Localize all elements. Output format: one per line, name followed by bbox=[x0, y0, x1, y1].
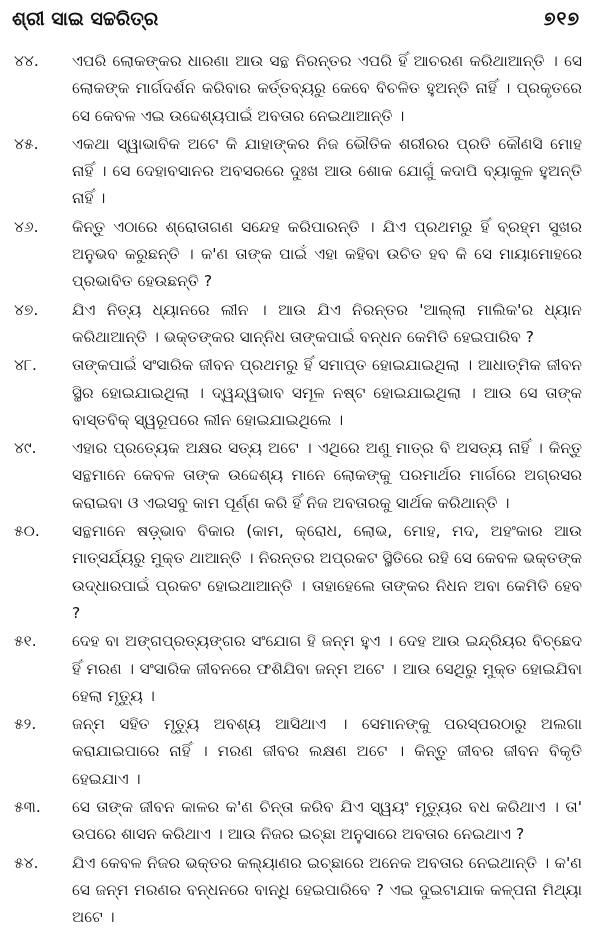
verse-number: ୫୪. bbox=[14, 853, 39, 872]
verse-number: ୪୯. bbox=[14, 439, 37, 458]
verse-text: ଯିଏ ନିତ୍ୟ ଧ୍ୟାନରେ ଲୀନ । ଆଉ ଯିଏ ନିରନ୍ତର 'ଆଲ୍ଲା ମାଲିକ'ର ଧ୍ୟାନ କରିଥାଆନ୍ତି । ଭକ୍ତଙ୍କର ସାନ୍ନିଧ ତାଙ୍କପାଇଁ ବନ୍ଧନ କେମିତି ହେଇପାରିବ ? bbox=[72, 300, 582, 346]
verse-text: ଏହାର ପ୍ରତ୍ୟେକ ଅକ୍ଷର ସତ୍ୟ ଅଟେ । ଏଥିରେ ଅଣୁ ମାତ୍ର ବି ଅସତ୍ୟ ନାହିଁ । କିନ୍ତୁ ସନ୍ଥମାନେ କେବଳ ତାଙ୍କ ଉଦ୍ଦେଶ୍ୟ ମାନେ ଲୋକଙ୍କୁ ପରମାର୍ଥର ମାର୍ଗରେ ଅଗ୍ରସର କରାଇବା ଓ ଏଇସବୁ କାମ ପୂର୍ଣ୍ଣ କରି ହିଁ ନିଜ ଅବତାରକୁ ସାର୍ଥକ କରିଥାନ୍ତି । bbox=[72, 439, 582, 512]
verse-text: ଯିଏ କେବଳ ନିଜର ଭକ୍ତର କଲ୍ୟାଣର ଇଚ୍ଛାରେ ଅନେକ ଅବତାର ନେଇଥାନ୍ତି । କ'ଣ ସେ ଜନ୍ମ ମରଣର ବନ୍ଧନରେ ବାନ୍ଧି ହେଇପାରିବେ ? ଏଇ ଦୁଇଟାଯାକ କଳ୍ପନା ମିଥ୍ୟା ଅଟେ । bbox=[72, 853, 582, 927]
verse-number: ୫୩. bbox=[14, 798, 41, 817]
verse-number: ୪୮. bbox=[14, 356, 37, 375]
verse-number: ୪୪. bbox=[14, 52, 39, 70]
verse-50 bbox=[10, 518, 582, 627]
verse-number: ୫୨. bbox=[14, 715, 37, 734]
verse-47 bbox=[10, 297, 582, 352]
verse-text: ସେ ତାଙ୍କ ଜୀବନ କାଳର କ'ଣ ଚିନ୍ତା କରିବ ଯିଏ ସ୍ୱୟଂ ମୃତ୍ୟୁର ବଧ କରିଥାଏ । ତା' ଉପରେ ଶାସନ କରିଥାଏ । ଆଉ ନିଜର ଇଚ୍ଛା ଅନୁସାରେ ଅବତାର ନେଇଥାଏ ? bbox=[72, 798, 582, 844]
verse-51 bbox=[10, 628, 582, 710]
verse-number: ୫୧. bbox=[14, 632, 37, 651]
verse-text: ତାଙ୍କପାଇଁ ସଂସାରିକ ଜୀବନ ପ୍ରଥମରୁ ହିଁ ସମାପ୍ତ ହୋଇଯାଇଥିଲା । ଆଧାତ୍ମିକ ଜୀବନ ସ୍ଥିର ହୋଇଯାଇଥିଲା । ଦ୍ୱନ୍ଦ୍ୱଭାବ ସମୂଳ ନଷ୍ଟ ହୋଇଯାଇଥିଲା । ଆଉ ସେ ତାଙ୍କ ବାସ୍ତବିକ୍ ସ୍ୱରୂପରେ ଲୀନ ହୋଇଯାଇଥିଲେ । bbox=[72, 356, 582, 429]
verse-54 bbox=[10, 850, 582, 932]
running-header bbox=[10, 8, 582, 48]
verse-53 bbox=[10, 794, 582, 849]
verse-46 bbox=[10, 214, 582, 296]
verse-49 bbox=[10, 435, 582, 517]
verse-text: କିନ୍ତୁ ଏଠାରେ ଶ୍ରୋତାଗଣ ସନ୍ଦେହ କରିପାରନ୍ତି । ଯିଏ ପ୍ରଥମରୁ ହିଁ ବ୍ରହ୍ମ ସୁଖର ଅନୁଭବ କରୁଛନ୍ତି । କ'ଣ ତାଙ୍କ ପାଇଁ ଏହା କହିବା ଉଚିତ ହବ କି ସେ ମାୟାମୋହରେ ପ୍ରଭାବିତ ହେଉଛନ୍ତି ? bbox=[72, 217, 582, 291]
verse-number: ୪୫. bbox=[14, 134, 39, 153]
verse-text: ସନ୍ଥମାନେ ଷଡ଼୍ଭାବ ବିକାର (କାମ, କ୍ରୋଧ, ଲୋଭ, ମୋହ, ମଦ, ଅହଂକାର ଆଉ ମାତ୍ସର୍ଯ୍ୟରୁ ମୁକ୍ତ ଥାଆନ୍ତି । ନିରନ୍ତର ଅପ୍ରକଟ ସ୍ଥିତିରେ ରହି ସେ କେବଳ ଭକ୍ତଙ୍କ ଉଦ୍ଧାରପାଇଁ ପ୍ରକଟ ହୋଇଥାଆନ୍ତି । ତାହାହେଲେ ତାଙ୍କର ନିଧନ ଅବା କେମିତି ହେବ ? bbox=[72, 522, 582, 622]
verse-52 bbox=[10, 711, 582, 793]
verse-number: ୫୦. bbox=[14, 522, 40, 541]
verse-number: ୪୭. bbox=[14, 300, 39, 319]
verse-number: ୪୬. bbox=[14, 217, 39, 236]
verse-text: ଏକଥା ସ୍ୱାଭାବିକ ଅଟେ କି ଯାହାଙ୍କର ନିଜ ଭୌତିକ ଶରୀରର ପ୍ରତି କୌଣସି ମୋହ ନାହିଁ । ସେ ଦେହାବସାନର ଅବସରରେ ଦୁଃଖ ଆଉ ଶୋକ ଯୋଗୁଁ କଦାପି ବ୍ୟାକୁଳ ହୁଅନ୍ତି ନାହିଁ । bbox=[72, 134, 582, 208]
verse-text: ଦେହ ବା ଅଙ୍ଗପ୍ରତ୍ୟଙ୍ଗର ସଂଯୋଗ ହି ଜନ୍ମ ହୁଏ । ଦେହ ଆଉ ଇନ୍ଦ୍ରିୟର ବିଚ୍ଛେଦ ହିଁ ମରଣ । ସଂସାରିକ ଜୀବନରେ ଫଶିଯିବା ଜନ୍ମ ଅଟେ । ଆଉ ସେଥିରୁ ମୁକ୍ତ ହୋଇଯିବା ହେଲା ମୃତ୍ୟୁ । bbox=[72, 632, 582, 705]
verse-48 bbox=[10, 352, 582, 434]
verse-44 bbox=[10, 48, 582, 130]
verse-text: ଏପରି ଲୋକଙ୍କର ଧାରଣା ଆଉ ସନ୍ଥ ନିରନ୍ତର ଏପରି ହିଁ ଆଚରଣ କରିଥାଆନ୍ତି । ସେ ଲୋକଙ୍କ ମାର୍ଗଦର୍ଶନ କରିବାର କର୍ତ୍ତବ୍ୟରୁ କେବେ ବିଚଳିତ ହୁଅନ୍ତି ନାହିଁ । ପ୍ରକୃତରେ ସେ କେବଳ ଏଇ ଉଦ୍ଦେଶ୍ୟପାଇଁ ଅବତାର ନେଇଥାଆନ୍ତି । bbox=[72, 52, 582, 125]
running-title: ଶ୍ରୀ ସାଇ ସଚ୍ଚରିତ୍ର bbox=[12, 8, 159, 30]
verse-text: ଜନ୍ମ ସହିତ ମୃତ୍ୟୁ ଅବଶ୍ୟ ଆସିଥାଏ । ସେମାନଙ୍କୁ ପରସ୍ପରଠାରୁ ଅଲଗା କରାଯାଇପାରେ ନାହିଁ । ମରଣ ଜୀବର ଲକ୍ଷଣ ଅଟେ । କିନ୍ତୁ ଜୀବର ଜୀବନ ବିକୃତି ହେଇଯାଏ । bbox=[72, 715, 582, 788]
page-number: ୭୧୭ bbox=[543, 8, 580, 30]
verse-45 bbox=[10, 131, 582, 213]
